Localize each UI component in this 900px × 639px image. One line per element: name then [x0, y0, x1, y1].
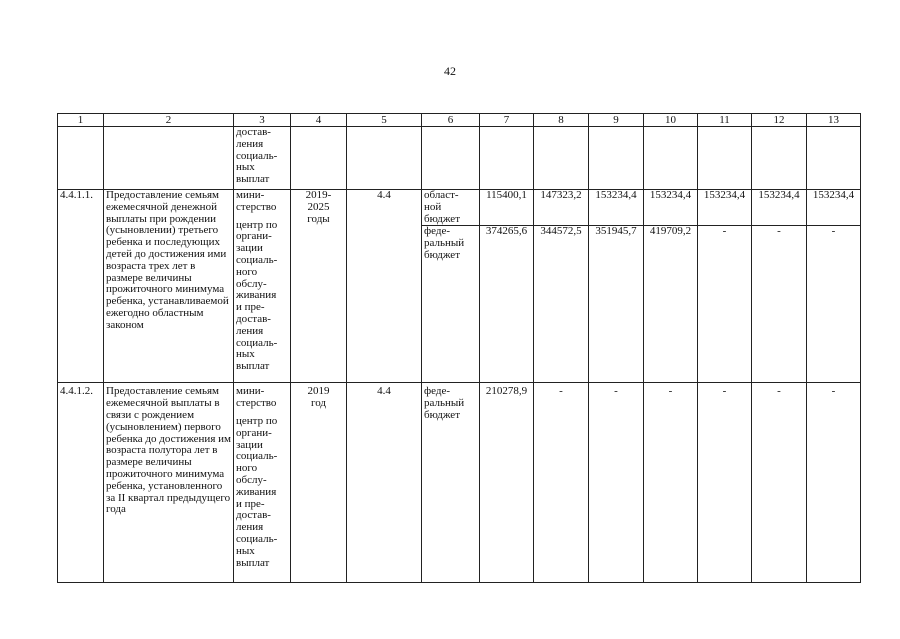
indicator-ref: 4.4 — [347, 383, 422, 583]
cell — [807, 127, 861, 190]
budget-table — [57, 113, 861, 583]
value-cell: - — [644, 383, 698, 583]
cell — [291, 127, 347, 190]
value-cell: 153234,4 — [752, 190, 807, 226]
cell — [589, 127, 644, 190]
measure-name: Предоставление семьям ежемесячной выплаты в связи с рождением (усыновлением) первого ребенка до достижения им возраста полутора лет в размере величины прожиточного минимума ребенка, установленного за II квартал предыдущего года — [104, 383, 234, 583]
continuation-org-cell: достав- ления социаль- ных выплат — [234, 127, 291, 190]
budget-source: феде- ральный бюджет — [422, 226, 480, 383]
column-header-8: 8 — [534, 114, 589, 127]
value-cell: 153234,4 — [644, 190, 698, 226]
org-ministry: мини- стерство — [236, 189, 277, 213]
cell — [644, 127, 698, 190]
column-header-1: 1 — [58, 114, 104, 127]
value-cell: 351945,7 — [589, 226, 644, 383]
value-cell: - — [752, 383, 807, 583]
org-center: центр по органи- зации социаль- ного обслу- живания и пре- достав- ления социаль- ных выплат — [236, 218, 278, 373]
table-row — [58, 190, 861, 226]
column-header-2: 2 — [104, 114, 234, 127]
measure-code: 4.4.1.2. — [58, 383, 104, 583]
responsible-org — [234, 383, 291, 583]
table-row — [58, 383, 861, 583]
org-ministry: мини- стерство — [236, 385, 277, 410]
value-cell: - — [698, 383, 752, 583]
value-cell: 115400,1 — [480, 190, 534, 226]
cell — [752, 127, 807, 190]
value-cell: 344572,5 — [534, 226, 589, 383]
value-cell: 374265,6 — [480, 226, 534, 383]
value-cell: 419709,2 — [644, 226, 698, 383]
column-header-13: 13 — [807, 114, 861, 127]
column-header-12: 12 — [752, 114, 807, 127]
cell — [104, 127, 234, 190]
continuation-row — [58, 127, 861, 190]
column-header-11: 11 — [698, 114, 752, 127]
value-cell: - — [589, 383, 644, 583]
column-header-6: 6 — [422, 114, 480, 127]
value-cell: - — [698, 226, 752, 383]
value-cell: 147323,2 — [534, 190, 589, 226]
responsible-org — [234, 190, 291, 383]
column-header-4: 4 — [291, 114, 347, 127]
cell — [534, 127, 589, 190]
page-number: 42 — [444, 64, 456, 78]
header-row — [58, 114, 861, 127]
value-cell: - — [534, 383, 589, 583]
measure-name: Предоставление семьям ежемесячной денежной выплаты при рождении (усыновлении) третьего ребенка и последующих детей до достижения ими возраста трех лет в размере величины прожиточного минимума ребенка, устанавливаемой ежегодно областным законом — [104, 190, 234, 383]
period: 2019- 2025 годы — [291, 190, 347, 383]
period: 2019 год — [291, 383, 347, 583]
value-cell: - — [807, 226, 861, 383]
value-cell: 153234,4 — [589, 190, 644, 226]
measure-code: 4.4.1.1. — [58, 190, 104, 383]
cell — [58, 127, 104, 190]
cell — [422, 127, 480, 190]
column-header-3: 3 — [234, 114, 291, 127]
cell — [347, 127, 422, 190]
column-header-5: 5 — [347, 114, 422, 127]
org-center: центр по органи- зации социаль- ного обслу- живания и пре- достав- ления социаль- ных выплат — [236, 414, 278, 569]
cell — [480, 127, 534, 190]
value-cell: - — [807, 383, 861, 583]
column-header-9: 9 — [589, 114, 644, 127]
indicator-ref: 4.4 — [347, 190, 422, 383]
cell — [698, 127, 752, 190]
value-cell: 210278,9 — [480, 383, 534, 583]
value-cell: 153234,4 — [807, 190, 861, 226]
budget-source: област- ной бюджет — [422, 190, 480, 226]
budget-source: феде- ральный бюджет — [422, 383, 480, 583]
column-header-10: 10 — [644, 114, 698, 127]
value-cell: - — [752, 226, 807, 383]
value-cell: 153234,4 — [698, 190, 752, 226]
column-header-7: 7 — [480, 114, 534, 127]
